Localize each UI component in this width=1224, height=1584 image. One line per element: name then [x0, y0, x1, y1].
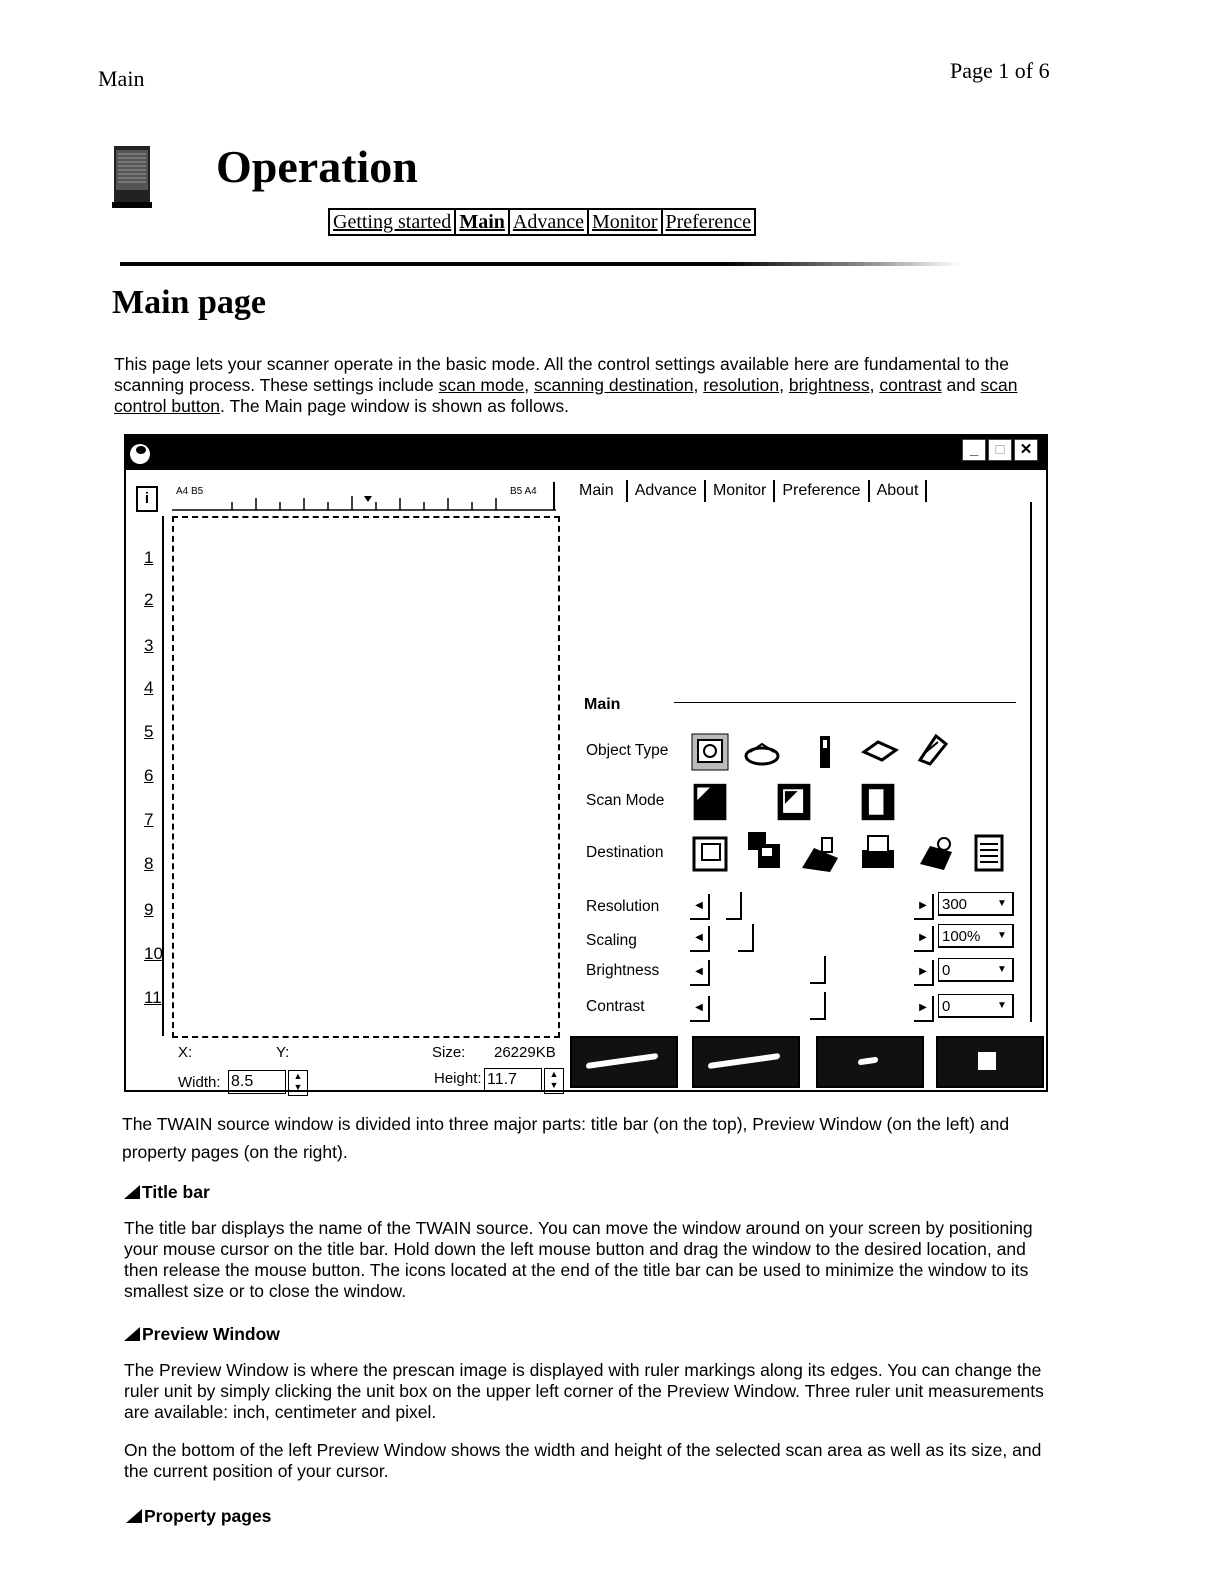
email-destination-icon[interactable]	[916, 834, 956, 874]
left-ruler	[138, 516, 172, 1036]
destination-label: Destination	[586, 844, 664, 861]
title-bar-paragraph: The title bar displays the name of the TWAIN source. You can move the window around on your screen by positioning your mouse cursor on the title bar. Hold down the left mouse button and drag the window to the desired location, and then release the mouse button. The icons located at the end of the title bar can be used to minimize the window to its smallest size or to close the window.	[124, 1218, 1033, 1301]
panel-border	[1030, 502, 1032, 1022]
tab-about[interactable]: About	[870, 480, 928, 502]
contrast-value: 0	[942, 998, 951, 1015]
brightness-select[interactable]	[938, 958, 1014, 982]
brightness-value: 0	[942, 962, 951, 979]
height-label: Height:	[434, 1070, 482, 1087]
link-contrast[interactable]: contrast	[879, 375, 942, 395]
ruler-label: 6	[144, 766, 154, 785]
slide-object-icon[interactable]	[806, 732, 846, 772]
property-tabs	[572, 480, 927, 502]
object-type-label: Object Type	[586, 742, 669, 759]
tab-monitor[interactable]: Monitor	[706, 480, 775, 502]
ruler-marker-left: A4 B5	[176, 486, 204, 497]
scaling-increase-button[interactable]: ▶	[914, 926, 934, 952]
photo-object-icon[interactable]	[690, 732, 730, 772]
preview-paragraph-1: The Preview Window is where the prescan image is displayed with ruler markings along its edges. You can change the ruler unit by simply clicking the unit box on the upper left corner of the Preview Window. Three ruler unit measurements are available: inch, centimeter and pixel.	[124, 1360, 1044, 1422]
ocr-destination-icon[interactable]	[970, 832, 1010, 872]
divider	[120, 262, 960, 266]
subheading-text: Title bar	[142, 1182, 210, 1202]
sep: ,	[869, 375, 880, 395]
scan-button[interactable]	[692, 1036, 800, 1088]
minimize-button[interactable]: _	[962, 439, 986, 461]
black-white-mode-icon[interactable]	[858, 782, 898, 822]
scaling-slider-thumb[interactable]	[738, 924, 754, 952]
grayscale-mode-icon[interactable]	[774, 782, 814, 822]
triangle-bullet-icon	[124, 1185, 140, 1199]
scaling-value: 100%	[942, 928, 981, 945]
brightness-slider-thumb[interactable]	[810, 956, 826, 984]
nav-getting-started[interactable]: Getting started	[330, 210, 456, 234]
page-number: Page 1 of 6	[950, 58, 1050, 83]
subheading-preview-window	[124, 1324, 280, 1345]
ruler-label: 2	[144, 590, 154, 609]
height-stepper[interactable]: ▲ ▼	[544, 1068, 564, 1094]
fax-destination-icon[interactable]	[800, 834, 840, 874]
subheading-text: Property pages	[144, 1506, 272, 1526]
width-stepper[interactable]: ▲ ▼	[288, 1070, 308, 1096]
book-object-icon[interactable]	[860, 732, 900, 772]
group-divider	[674, 702, 1016, 703]
ruler-label: 8	[144, 854, 154, 873]
preview-button[interactable]	[570, 1036, 678, 1088]
top-navigation	[328, 208, 756, 236]
sep: ,	[693, 375, 704, 395]
ruler-label: 3	[144, 636, 154, 655]
contrast-increase-button[interactable]: ▶	[914, 996, 934, 1022]
twain-window	[124, 434, 1048, 1092]
subheading-text: Preview Window	[142, 1324, 280, 1344]
subheading-property-pages	[126, 1506, 271, 1527]
scaling-select[interactable]	[938, 924, 1014, 948]
brightness-increase-button[interactable]: ▶	[914, 960, 934, 986]
height-input[interactable]: 11.7	[484, 1068, 542, 1092]
exit-button[interactable]	[936, 1036, 1044, 1088]
contrast-slider-thumb[interactable]	[810, 992, 826, 1020]
chevron-down-icon: ▼	[997, 964, 1007, 975]
intro-text: This page lets your scanner operate in the basic mode. All the control settings available here are fundamental to the scanning process. These settings include	[114, 354, 1009, 395]
tab-preference[interactable]: Preference	[775, 480, 869, 502]
sep: and	[941, 375, 981, 395]
contrast-label: Contrast	[586, 998, 645, 1015]
preview-paragraph-2: On the bottom of the left Preview Window shows the width and height of the selected scan area as well as its size, and the current position of your cursor.	[124, 1440, 1042, 1481]
ruler-unit-box[interactable]: i	[136, 486, 158, 512]
resolution-value: 300	[942, 896, 968, 913]
resolution-label: Resolution	[586, 898, 660, 915]
printer-destination-icon[interactable]	[858, 832, 898, 872]
nav-main[interactable]: Main	[456, 210, 510, 234]
nav-advance[interactable]: Advance	[510, 210, 589, 234]
width-label: Width:	[178, 1074, 221, 1091]
section-heading: Main page	[112, 284, 266, 321]
link-resolution[interactable]: resolution	[703, 375, 780, 395]
color-mode-icon[interactable]	[690, 782, 730, 822]
triangle-bullet-icon	[124, 1327, 140, 1341]
subheading-title-bar	[124, 1182, 210, 1203]
running-header-left: Main	[98, 66, 145, 91]
intro-paragraph	[114, 354, 1044, 417]
nav-preference[interactable]: Preference	[665, 211, 752, 233]
tab-main[interactable]: Main	[579, 482, 614, 499]
scan-mode-label: Scan Mode	[586, 792, 665, 809]
sep: ,	[524, 375, 534, 395]
scaling-label: Scaling	[586, 932, 637, 949]
help-button[interactable]	[816, 1036, 924, 1088]
group-title: Main	[584, 696, 621, 713]
link-scan-mode[interactable]: scan mode	[438, 375, 525, 395]
resolution-select[interactable]	[938, 892, 1014, 916]
brightness-decrease-button[interactable]: ◀	[690, 960, 710, 986]
contrast-select[interactable]	[938, 994, 1014, 1018]
ruler-label: 7	[144, 810, 154, 829]
resolution-increase-button[interactable]: ▶	[914, 894, 934, 920]
document-icon	[112, 146, 154, 210]
preview-area[interactable]	[172, 516, 560, 1038]
cursor-x-label: X:	[178, 1044, 193, 1061]
maximize-button[interactable]: □	[988, 439, 1012, 461]
ruler-label: 9	[144, 900, 154, 919]
link-scanning-destination[interactable]: scanning destination	[533, 375, 694, 395]
scan-to-app-destination-icon[interactable]	[744, 830, 784, 870]
line-art-object-icon[interactable]	[910, 730, 950, 770]
app-logo-icon	[130, 444, 150, 464]
tab-advance[interactable]: Advance	[626, 480, 706, 502]
contrast-decrease-button[interactable]: ◀	[690, 996, 710, 1022]
image-file-destination-icon[interactable]	[692, 834, 732, 874]
chevron-down-icon: ▼	[997, 1000, 1007, 1011]
sep: ,	[779, 375, 789, 395]
close-button[interactable]: ✕	[1014, 439, 1038, 461]
ruler-label: 4	[144, 678, 154, 697]
resolution-slider-thumb[interactable]	[726, 892, 742, 920]
scaling-decrease-button[interactable]: ◀	[690, 926, 710, 952]
triangle-bullet-icon	[126, 1509, 142, 1523]
chevron-down-icon: ▼	[997, 930, 1007, 941]
ruler-label: 11	[144, 988, 162, 1007]
page-title: Operation	[216, 141, 418, 192]
resolution-decrease-button[interactable]: ◀	[690, 894, 710, 920]
width-input[interactable]: 8.5	[228, 1070, 286, 1094]
ruler-marker-right: B5 A4	[510, 486, 537, 497]
window-title-bar[interactable]	[126, 436, 1046, 470]
cursor-y-label: Y:	[276, 1044, 290, 1061]
intro-text: . The Main page window is shown as follows.	[220, 396, 569, 416]
top-ruler	[172, 482, 556, 512]
size-value: 26229KB	[494, 1044, 556, 1061]
twain-paragraph: The TWAIN source window is divided into three major parts: title bar (on the top), Preview Window (on the left) and property pages (on the right).	[122, 1114, 1010, 1162]
document-object-icon[interactable]	[742, 734, 782, 774]
ruler-label: 1	[144, 548, 154, 567]
nav-monitor[interactable]: Monitor	[589, 210, 663, 234]
size-label: Size:	[432, 1044, 466, 1061]
chevron-down-icon: ▼	[997, 898, 1007, 909]
brightness-label: Brightness	[586, 962, 660, 979]
ruler-label: 5	[144, 722, 154, 741]
link-scan-control-button[interactable]: scan control button	[114, 375, 1018, 416]
ruler-label: 10	[144, 944, 163, 963]
link-brightness[interactable]: brightness	[788, 375, 870, 395]
